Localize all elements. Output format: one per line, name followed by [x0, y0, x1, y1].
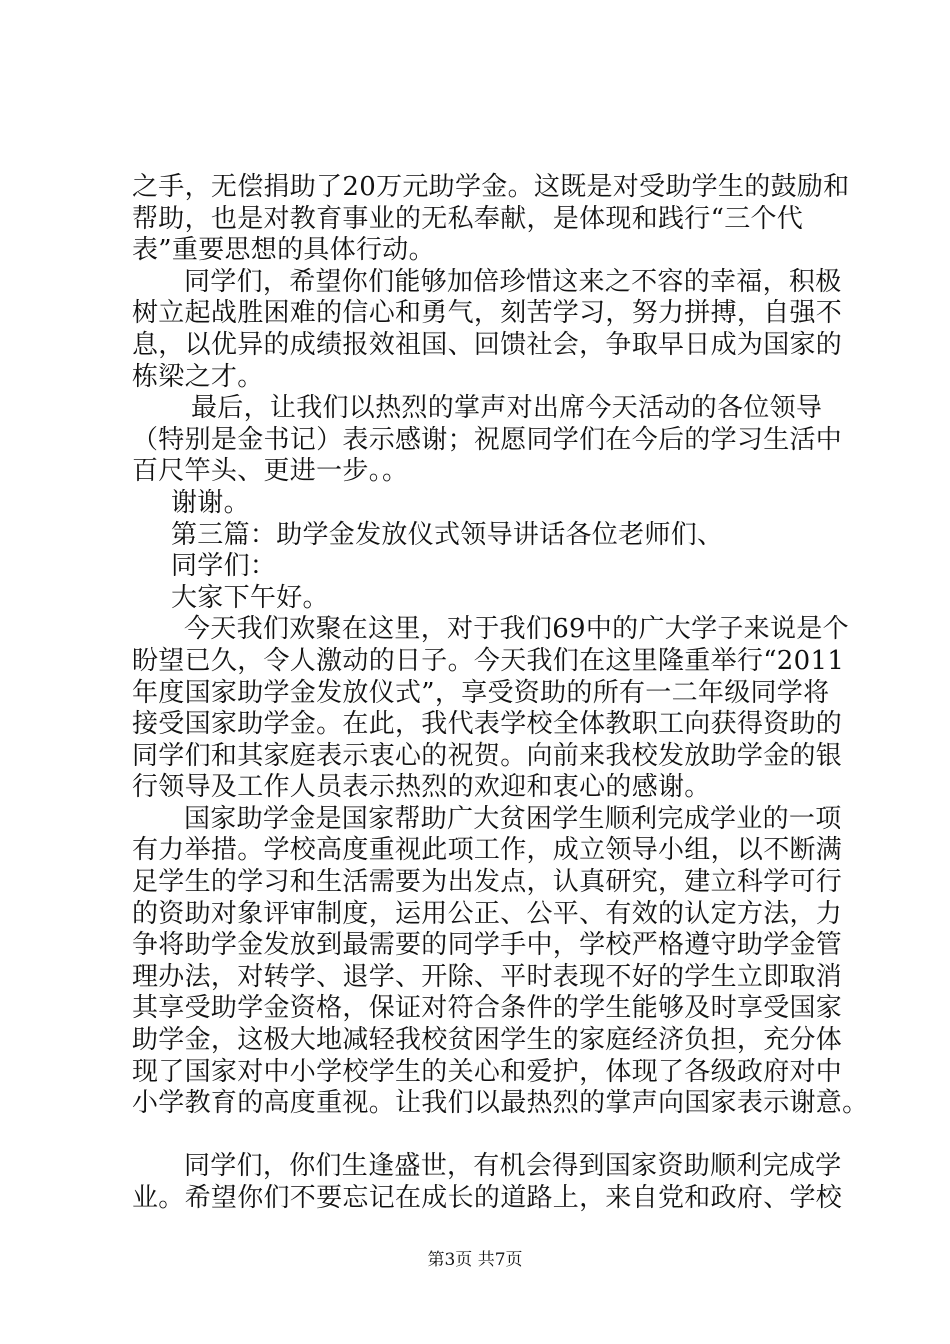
paragraph-start-line: 同学们，你们生逢盛世，有机会得到国家资助顺利完成学 — [184, 1151, 842, 1182]
text-line: 其享受助学金资格，保证对符合条件的学生能够及时享受国家 — [132, 993, 843, 1024]
text-line: 百尺竿头、更进一步。。 — [132, 456, 409, 487]
closing-thanks: 谢谢。 — [171, 487, 250, 518]
paragraph-start-line: 国家助学金是国家帮助广大贫困学生顺利完成学业的一项 — [184, 803, 842, 834]
text-line: 盼望已久，令人激动的日子。今天我们在这里隆重举行“2011 — [132, 645, 845, 676]
text-line: 息，以优异的成绩报效祖国、回馈社会，争取早日成为国家的 — [132, 329, 843, 360]
text-line: 有力举措。学校高度重视此项工作，成立领导小组，以不断满 — [132, 835, 843, 866]
text-line: 帮助，也是对教育事业的无私奉献，是体现和践行“三个代 — [132, 203, 804, 234]
page-footer — [0, 1250, 950, 1270]
section-heading: 第三篇：助学金发放仪式领导讲话各位老师们、 — [171, 519, 724, 550]
page-number: 第3页 共7页 — [427, 1250, 523, 1270]
text-line: 足学生的学习和生活需要为出发点，认真研究，建立科学可行 — [132, 867, 843, 898]
salutation: 同学们： — [171, 551, 277, 582]
text-line: 栋梁之才。 — [132, 361, 264, 392]
paragraph-start-line: 同学们，希望你们能够加倍珍惜这来之不容的幸福，积极 — [184, 266, 842, 297]
text-line: 理办法，对转学、退学、开除、平时表现不好的学生立即取消 — [132, 961, 843, 992]
text-line: 同学们和其家庭表示衷心的祝贺。向前来我校发放助学金的银 — [132, 740, 843, 771]
greeting: 大家下午好。 — [171, 582, 329, 613]
text-line: （特别是金书记）表示感谢；祝愿同学们在今后的学习生活中 — [132, 424, 843, 455]
paragraph-start-line: 今天我们欢聚在这里，对于我们69中的广大学子来说是个 — [184, 614, 849, 645]
text-line: 树立起战胜困难的信心和勇气，刻苦学习，努力拼搏，自强不 — [132, 298, 843, 329]
text-line: 现了国家对中小学校学生的关心和爱护，体现了各级政府对中 — [132, 1056, 843, 1087]
document-body — [132, 172, 869, 1215]
text-line: 业。希望你们不要忘记在成长的道路上，来自党和政府、学校 — [132, 1183, 843, 1213]
text-line: 之手，无偿捐助了20万元助学金。这既是对受助学生的鼓励和 — [132, 172, 850, 202]
text-line: 接受国家助学金。在此，我代表学校全体教职工向获得资助的 — [132, 709, 843, 740]
text-line: 助学金，这极大地减轻我校贫困学生的家庭经济负担，充分体 — [132, 1025, 843, 1056]
paragraph-start-line: 最后，让我们以热烈的掌声对出席今天活动的各位领导 — [191, 393, 823, 424]
text-line: 表”重要思想的具体行动。 — [132, 235, 435, 266]
text-line: 年度国家助学金发放仪式”，享受资助的所有一二年级同学将 — [132, 677, 830, 708]
text-line: 争将助学金发放到最需要的同学手中，学校严格遵守助学金管 — [132, 930, 843, 961]
text-line: 行领导及工作人员表示热烈的欢迎和衷心的感谢。 — [132, 772, 711, 803]
text-line: 的资助对象评审制度，运用公正、公平、有效的认定方法，力 — [132, 898, 843, 929]
paragraph-gap — [132, 1120, 832, 1152]
text-line: 小学教育的高度重视。让我们以最热烈的掌声向国家表示谢意。 — [132, 1088, 869, 1119]
